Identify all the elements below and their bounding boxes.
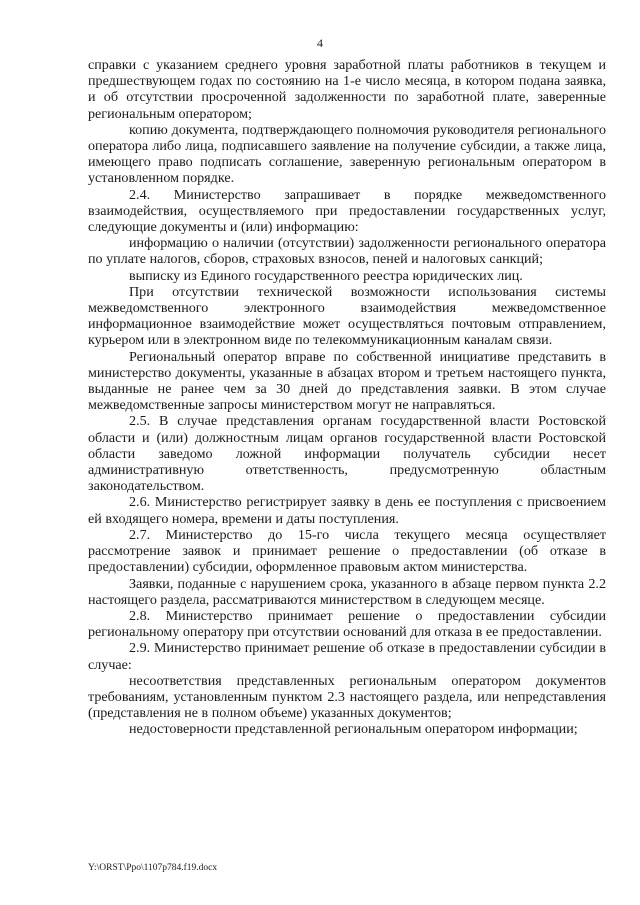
paragraph-no-electronic-system: При отсутствии технической возможности использования системы межведомственного электронного взаимодействия межведомственное информационное взаимодействие может осуществляться почтовым отправлением, курьером или в электронном виде по телекоммуникационным каналам связи. [88,283,606,349]
footer-file-path: Y:\ORST\Ppo\1107p784.f19.docx [88,863,218,873]
paragraph-2-9: 2.9. Министерство принимает решение об отказе в предоставлении субсидии в случае: [88,640,606,673]
paragraph-2-6: 2.6. Министерство регистрирует заявку в день ее поступления с присвоением ей входящего номера, времени и даты поступления. [88,494,606,527]
paragraph-nonconformity: несоответствия представленных региональным оператором документов требованиям, установленным пунктом 2.3 настоящего раздела, или непредставления (представления не в полном объеме) указанных документов; [88,672,606,722]
paragraph-2-4: 2.4. Министерство запрашивает в порядке межведомственного взаимодействия, осуществляемого при предоставлении государственных услуг, следующие документы и (или) информацию: [88,186,606,236]
paragraph-egrul-extract: выписку из Единого государственного реестра юридических лиц. [129,267,523,284]
paragraph-authority-copy: копию документа, подтверждающего полномочия руководителя регионального оператора либо лица, подписавшего заявление на получение субсидии, а также лица, имеющего право подписать соглашение, заверенную региональным оператором в установленном порядке. [88,121,606,187]
paragraph-own-initiative: Региональный оператор вправе по собственной инициативе представить в министерство документы, указанные в абзацах втором и третьем настоящего пункта, выданные не ранее чем за 30 дней до представления заявки. В этом случае межведомственные запросы министерством могут не направляться. [88,348,606,414]
paragraph-2-8: 2.8. Министерство принимает решение о предоставлении субсидии региональному оператору при отсутствии оснований для отказа в ее предоставлении. [88,607,606,641]
paragraph-2-7: 2.7. Министерство до 15-го числа текущего месяца осуществляет рассмотрение заявок и принимает решение о предоставлении (об отказе в предоставлении) субсидии, оформленное правовым актом министерства. [88,526,606,576]
paragraph-2-5: 2.5. В случае представления органам государственной власти Ростовской области и (или) должностным лицам органов государственной власти Ростовской области заведомо ложной информации получатель субсидии несет административную ответственность, предусмотренную областным законодательством. [88,413,606,495]
page-number: 4 [317,36,323,50]
paragraph-wage-certificates: справки с указанием среднего уровня заработной платы работников в текущем и предшествующем годах по состоянию на 1-е число месяца, в котором подана заявка, и об отсутствии просроченной задолженности по заработной плате, заверенные региональным оператором; [88,57,606,122]
paragraph-late-applications: Заявки, поданные с нарушением срока, указанного в абзаце первом пункта 2.2 настоящего раздела, рассматриваются министерством в следующем месяце. [88,575,606,608]
paragraph-tax-debt-info: информацию о наличии (отсутствии) задолженности регионального оператора по уплате налогов, сборов, страховых взносов, пеней и налоговых санкций; [88,235,606,268]
paragraph-unreliability: недостоверности представленной региональным оператором информации; [129,721,578,738]
document-body [88,57,606,738]
